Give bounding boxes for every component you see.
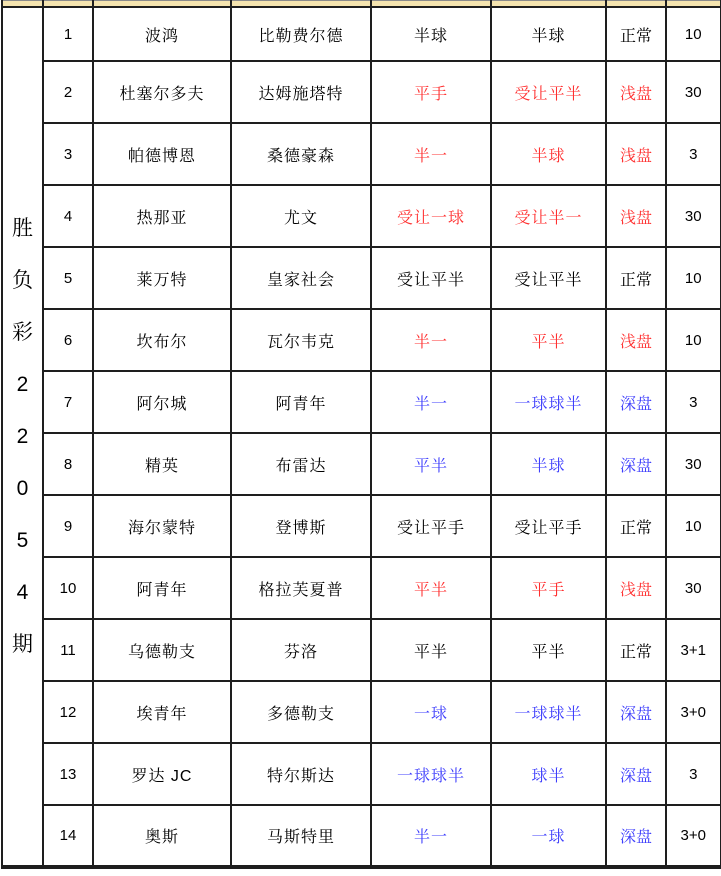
table-row bbox=[2, 557, 721, 619]
row-number-cell: 5 bbox=[43, 247, 93, 309]
table-row bbox=[2, 805, 721, 867]
handicap-initial-cell: 受让平手 bbox=[371, 495, 491, 557]
row-number-cell: 12 bbox=[43, 681, 93, 743]
table-row bbox=[2, 7, 721, 61]
row-number-cell: 1 bbox=[43, 7, 93, 61]
plate-status-cell: 浅盘 bbox=[606, 309, 666, 371]
plate-status-cell: 深盘 bbox=[606, 433, 666, 495]
plate-status-cell: 浅盘 bbox=[606, 123, 666, 185]
row-number-cell: 6 bbox=[43, 309, 93, 371]
table-row bbox=[2, 247, 721, 309]
plate-status-cell: 正常 bbox=[606, 619, 666, 681]
value-cell: 30 bbox=[666, 61, 721, 123]
away-team-cell: 特尔斯达 bbox=[231, 743, 371, 805]
odds-table bbox=[1, 0, 721, 869]
table-row bbox=[2, 495, 721, 557]
home-team-cell: 帕德博恩 bbox=[93, 123, 231, 185]
draw-label-char: 期 bbox=[12, 633, 33, 656]
handicap-initial-cell: 平手 bbox=[371, 61, 491, 123]
draw-label-char: 彩 bbox=[12, 321, 33, 344]
draw-label-char: 2 bbox=[16, 425, 29, 448]
table-row bbox=[2, 743, 721, 805]
table-row bbox=[2, 619, 721, 681]
row-number-cell: 9 bbox=[43, 495, 93, 557]
away-team-cell: 瓦尔韦克 bbox=[231, 309, 371, 371]
away-team-cell: 达姆施塔特 bbox=[231, 61, 371, 123]
handicap-current-cell: 半球 bbox=[491, 123, 606, 185]
value-cell: 30 bbox=[666, 433, 721, 495]
home-team-cell: 阿尔城 bbox=[93, 371, 231, 433]
plate-status-cell: 浅盘 bbox=[606, 61, 666, 123]
draw-label-char: 5 bbox=[16, 529, 29, 552]
home-team-cell: 海尔蒙特 bbox=[93, 495, 231, 557]
row-number-cell: 13 bbox=[43, 743, 93, 805]
away-team-cell: 格拉芙夏普 bbox=[231, 557, 371, 619]
handicap-current-cell: 一球 bbox=[491, 805, 606, 867]
table-row bbox=[2, 123, 721, 185]
handicap-initial-cell: 平半 bbox=[371, 433, 491, 495]
value-cell: 30 bbox=[666, 557, 721, 619]
home-team-cell: 阿青年 bbox=[93, 557, 231, 619]
value-cell: 10 bbox=[666, 247, 721, 309]
draw-label-char: 0 bbox=[16, 477, 29, 500]
plate-status-cell: 深盘 bbox=[606, 743, 666, 805]
value-cell: 10 bbox=[666, 495, 721, 557]
home-team-cell: 莱万特 bbox=[93, 247, 231, 309]
away-team-cell: 比勒费尔德 bbox=[231, 7, 371, 61]
away-team-cell: 马斯特里 bbox=[231, 805, 371, 867]
row-number-cell: 2 bbox=[43, 61, 93, 123]
table-body bbox=[2, 1, 721, 868]
handicap-current-cell: 受让平手 bbox=[491, 495, 606, 557]
handicap-current-cell: 受让平半 bbox=[491, 247, 606, 309]
plate-status-cell: 正常 bbox=[606, 7, 666, 61]
value-cell: 3+0 bbox=[666, 805, 721, 867]
away-team-cell: 布雷达 bbox=[231, 433, 371, 495]
row-number-cell: 10 bbox=[43, 557, 93, 619]
handicap-initial-cell: 半一 bbox=[371, 309, 491, 371]
handicap-initial-cell: 平半 bbox=[371, 619, 491, 681]
home-team-cell: 罗达 JC bbox=[93, 743, 231, 805]
away-team-cell: 芬洛 bbox=[231, 619, 371, 681]
handicap-initial-cell: 受让平半 bbox=[371, 247, 491, 309]
plate-status-cell: 深盘 bbox=[606, 681, 666, 743]
value-cell: 3 bbox=[666, 743, 721, 805]
handicap-initial-cell: 半球 bbox=[371, 7, 491, 61]
value-cell: 10 bbox=[666, 7, 721, 61]
handicap-initial-cell: 半一 bbox=[371, 123, 491, 185]
handicap-initial-cell: 平半 bbox=[371, 557, 491, 619]
plate-status-cell: 深盘 bbox=[606, 805, 666, 867]
home-team-cell: 热那亚 bbox=[93, 185, 231, 247]
home-team-cell: 奥斯 bbox=[93, 805, 231, 867]
draw-label-char: 4 bbox=[16, 581, 29, 604]
handicap-current-cell: 平半 bbox=[491, 309, 606, 371]
table-row bbox=[2, 371, 721, 433]
draw-label-char: 胜 bbox=[12, 217, 33, 240]
handicap-current-cell: 平半 bbox=[491, 619, 606, 681]
away-team-cell: 尤文 bbox=[231, 185, 371, 247]
away-team-cell: 登博斯 bbox=[231, 495, 371, 557]
value-cell: 30 bbox=[666, 185, 721, 247]
row-number-cell: 11 bbox=[43, 619, 93, 681]
handicap-initial-cell: 半一 bbox=[371, 805, 491, 867]
home-team-cell: 坎布尔 bbox=[93, 309, 231, 371]
plate-status-cell: 正常 bbox=[606, 247, 666, 309]
value-cell: 3 bbox=[666, 371, 721, 433]
draw-label-cell bbox=[2, 7, 43, 867]
away-team-cell: 阿青年 bbox=[231, 371, 371, 433]
home-team-cell: 埃青年 bbox=[93, 681, 231, 743]
handicap-initial-cell: 一球 bbox=[371, 681, 491, 743]
row-number-cell: 3 bbox=[43, 123, 93, 185]
plate-status-cell: 正常 bbox=[606, 495, 666, 557]
plate-status-cell: 浅盘 bbox=[606, 185, 666, 247]
table-row bbox=[2, 433, 721, 495]
table-row bbox=[2, 309, 721, 371]
handicap-current-cell: 平手 bbox=[491, 557, 606, 619]
handicap-current-cell: 半球 bbox=[491, 433, 606, 495]
draw-label-char: 2 bbox=[16, 373, 29, 396]
draw-label bbox=[3, 218, 42, 655]
plate-status-cell: 深盘 bbox=[606, 371, 666, 433]
away-team-cell: 皇家社会 bbox=[231, 247, 371, 309]
handicap-current-cell: 受让半一 bbox=[491, 185, 606, 247]
row-number-cell: 7 bbox=[43, 371, 93, 433]
value-cell: 3+1 bbox=[666, 619, 721, 681]
value-cell: 3+0 bbox=[666, 681, 721, 743]
handicap-initial-cell: 半一 bbox=[371, 371, 491, 433]
home-team-cell: 乌德勒支 bbox=[93, 619, 231, 681]
home-team-cell: 波鸿 bbox=[93, 7, 231, 61]
handicap-initial-cell: 受让一球 bbox=[371, 185, 491, 247]
table-row bbox=[2, 185, 721, 247]
handicap-current-cell: 半球 bbox=[491, 7, 606, 61]
row-number-cell: 4 bbox=[43, 185, 93, 247]
value-cell: 3 bbox=[666, 123, 721, 185]
row-number-cell: 14 bbox=[43, 805, 93, 867]
handicap-current-cell: 一球球半 bbox=[491, 681, 606, 743]
home-team-cell: 精英 bbox=[93, 433, 231, 495]
home-team-cell: 杜塞尔多夫 bbox=[93, 61, 231, 123]
handicap-current-cell: 受让平半 bbox=[491, 61, 606, 123]
handicap-current-cell: 一球球半 bbox=[491, 371, 606, 433]
plate-status-cell: 浅盘 bbox=[606, 557, 666, 619]
row-number-cell: 8 bbox=[43, 433, 93, 495]
away-team-cell: 桑德豪森 bbox=[231, 123, 371, 185]
value-cell: 10 bbox=[666, 309, 721, 371]
table-row bbox=[2, 61, 721, 123]
handicap-initial-cell: 一球球半 bbox=[371, 743, 491, 805]
table-row bbox=[2, 681, 721, 743]
draw-label-char: 负 bbox=[12, 269, 33, 292]
handicap-current-cell: 球半 bbox=[491, 743, 606, 805]
away-team-cell: 多德勒支 bbox=[231, 681, 371, 743]
